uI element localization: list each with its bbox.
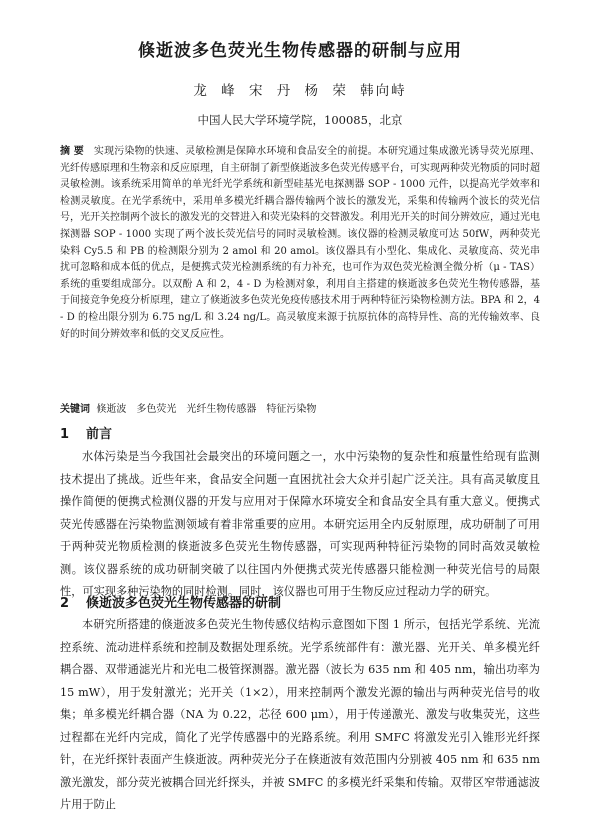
section-1-title: 前言 xyxy=(86,427,113,442)
keywords xyxy=(60,400,540,415)
keywords-label: 关键词 xyxy=(60,404,90,415)
section-1-number: 1 xyxy=(60,427,70,442)
keywords-text: 倏逝波 多色荧光 光纤生物传感器 特征污染物 xyxy=(96,404,317,415)
abstract-text: 实现污染物的快速、灵敏检测是保障水环境和食品安全的前提。本研究通过集成激光诱导荧光原理、光纤传感原理和生物亲和反应原理，自主研制了新型倏逝波多色荧光传感平台，可实现两种荧光物质的同时超灵敏检测。该系统采用简单的单光纤光学系统和新型硅基光电探测器 SOP - 1000 元件，以提高光学效率和检测灵敏度。在光学系统中，采用单多模光纤耦合器传输两个波长的激发光，采集和传输两个波长的荧光信号，光开关控制两个波长的激发光的交替进入和荧光染料的交替激发。利用光开关的时间分辨效应，通过光电探测器 SOP - 1000 实现了两个波长荧光信号的同时灵敏检测。该仪器的检测灵敏度可达 50fW，两种荧光染料 Cy5.5 和 PB 的检测限分别为 2 amol 和 20 amol。该仪器具有小型化、集成化、灵敏度高、荧光串扰可忽略和成本低的优点，是便携式荧光检测系统的有力补充，也可作为双色荧光检测全微分析（μ - TAS）系统的重要组成部分。以双酚 A 和 2，4 - D 为检测对象，利用自主搭建的倏逝波多色荧光生物传感器，基于间接竞争免疫分析原理，建立了倏逝波多色荧光免疫传感技术用于两种特征污染物检测方法。BPA 和 2，4 - D 的检出限分别为 6.75 ng/L 和 3.24 ng/L。高灵敏度来源于抗原抗体的高特异性、高的光传输效率、良好的时间分辨效率和低的交叉反应性。 xyxy=(60,146,541,340)
author-list: 龙 峰 宋 丹 杨 荣 韩向峙 xyxy=(193,83,407,99)
section-2-paragraph: 本研究所搭建的倏逝波多色荧光生物传感仪结构示意图如下图 1 所示，包括光学系统、光流控系统、流动进样系统和控制及数据处理系统。光学系统部件有：激光器、光开关、单多模光纤耦合器、双带通滤光片和光电二极管探测器。激光器（波长为 635 nm 和 405 nm，输出功率为 15 mW），用于发射激光；光开关（1×2），用来控制两个激发光源的输出与两种荧光信号的收集；单多模光纤耦合器（NA 为 0.22，芯径 600 μm），用于传递激光、激发与收集荧光，这些过程都在光纤内完成，简化了光学传感器中的光路系统。利用 SMFC 将激发光引入锥形光纤探针，在光纤探针表面产生倏逝波。两种荧光分子在倏逝波有效范围内分别被 405 nm 和 635 nm 激光激发，部分荧光被耦合回光纤探头，并被 SMFC 的多模光纤采集和传输。双带区窄带通滤波片用于防止 xyxy=(60,618,540,811)
section-1-paragraph: 水体污染是当今我国社会最突出的环境问题之一，水中污染物的复杂性和痕量性给现有监测技术提出了挑战。近些年来，食品安全问题一直困扰社会大众并引起广泛关注。具有高灵敏度且操作简便的便携式检测仪器的开发与应用对于保障水环境安全和食品安全具有重大意义。便携式荧光传感器在污染物监测领域有着非常重要的应用。本研究运用全内反射原理，成功研制了可用于两种荧光物质检测的倏逝波多色荧光生物传感器，可实现两种特征污染物的同时高效灵敏检测。该仪器系统的成功研制突破了以往国内外便携式荧光传感器只能检测一种荧光信号的局限性，可实现多种污染物的同时检测。同时，该仪器也可用于生物反应过程动力学的研究。 xyxy=(60,450,540,598)
affiliation: 中国人民大学环境学院，100085，北京 xyxy=(197,113,403,127)
section-2-title: 倏逝波多色荧光生物传感器的研制 xyxy=(86,596,282,611)
abstract-label: 摘 要 xyxy=(60,146,84,157)
section-1-heading xyxy=(60,423,112,442)
paper-title: 倏逝波多色荧光生物传感器的研制与应用 xyxy=(138,41,462,61)
section-2-number: 2 xyxy=(60,596,70,611)
section-2-heading xyxy=(60,592,281,611)
abstract xyxy=(60,144,540,343)
